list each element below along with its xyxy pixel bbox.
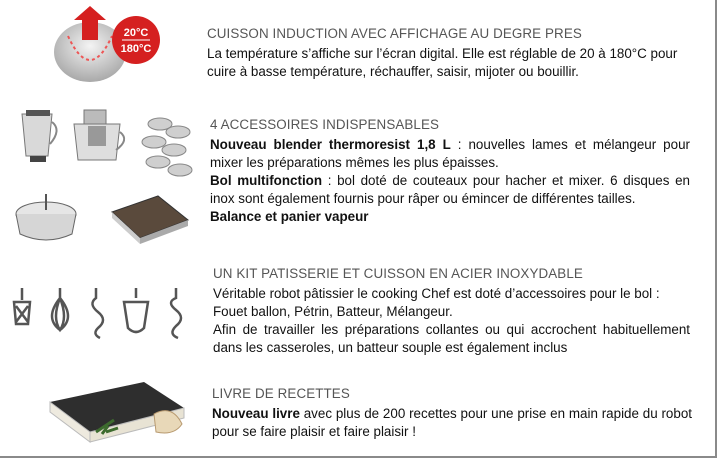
blender-icon <box>22 110 57 162</box>
scale-basket-label: Balance et panier vapeur <box>210 209 369 224</box>
recipe-book-icon <box>44 374 194 450</box>
text-blender <box>210 136 690 172</box>
text-flexible-beater: Afin de travailler les préparations collantes ou qui accrochent habituellement dans les casseroles, un batteur souple est également inclus <box>213 322 690 355</box>
bowl-label: Bol multifonction <box>210 173 323 188</box>
recipe-book-image <box>44 374 194 450</box>
steamer-basket-icon <box>16 194 76 240</box>
induction-pot-icon <box>48 6 166 86</box>
section-accessories <box>0 100 710 260</box>
accessories-image <box>8 104 198 254</box>
text-pastry-accessories: Véritable robot pâtissier le cooking Chef est doté d’accessoires pour le bol : Fouet ballon, Pétrin, Batteur, Mélangeur. <box>213 286 660 319</box>
section-recipe-book <box>0 372 710 456</box>
heading-recipe-book: LIVRE DE RECETTES <box>212 386 350 401</box>
text-induction: La température s’affiche sur l’écran digital. Elle est réglable de 20 à 180°C pour cuire à basse température, réchauffer, saisir, mijoter ou bouillir. <box>207 46 678 79</box>
heading-induction: CUISSON INDUCTION AVEC AFFICHAGE AU DEGRE PRES <box>207 26 582 41</box>
bowl-description: : bol doté de couteaux pour hacher et mixer. 6 disques en inox sont également fournis pour râper ou émincer de différentes tailles. <box>210 173 690 206</box>
badge-bottom-label: 180°C <box>120 43 152 55</box>
heading-pastry-kit: UN KIT PATISSERIE ET CUISSON EN ACIER INOXYDABLE <box>213 266 583 281</box>
text-multifunction-bowl <box>210 172 690 208</box>
pastry-tools-icon <box>8 284 198 344</box>
kitchen-scale-icon <box>112 196 188 244</box>
blender-label: Nouveau blender thermoresist 1,8 L <box>210 137 451 152</box>
blender-description: : nouvelles lames et mélangeur pour mixer les préparations mêmes les plus épaisses. <box>210 137 690 170</box>
slicing-discs-icon <box>142 118 192 176</box>
section-pastry-kit <box>0 260 710 372</box>
food-processor-icon <box>74 110 124 160</box>
text-scale-basket <box>210 208 690 226</box>
badge-top-label: 20°C <box>123 27 149 39</box>
pastry-tools-image <box>8 284 198 344</box>
recipe-book-description: avec plus de 200 recettes pour une prise en main rapide du robot pour se faire plaisir et faire plaisir ! <box>212 406 692 439</box>
section-induction <box>0 0 710 100</box>
recipe-book-label: Nouveau livre <box>212 406 300 421</box>
heading-accessories: 4 ACCESSOIRES INDISPENSABLES <box>210 117 440 132</box>
induction-image <box>48 6 166 86</box>
text-recipe-book <box>212 405 692 441</box>
